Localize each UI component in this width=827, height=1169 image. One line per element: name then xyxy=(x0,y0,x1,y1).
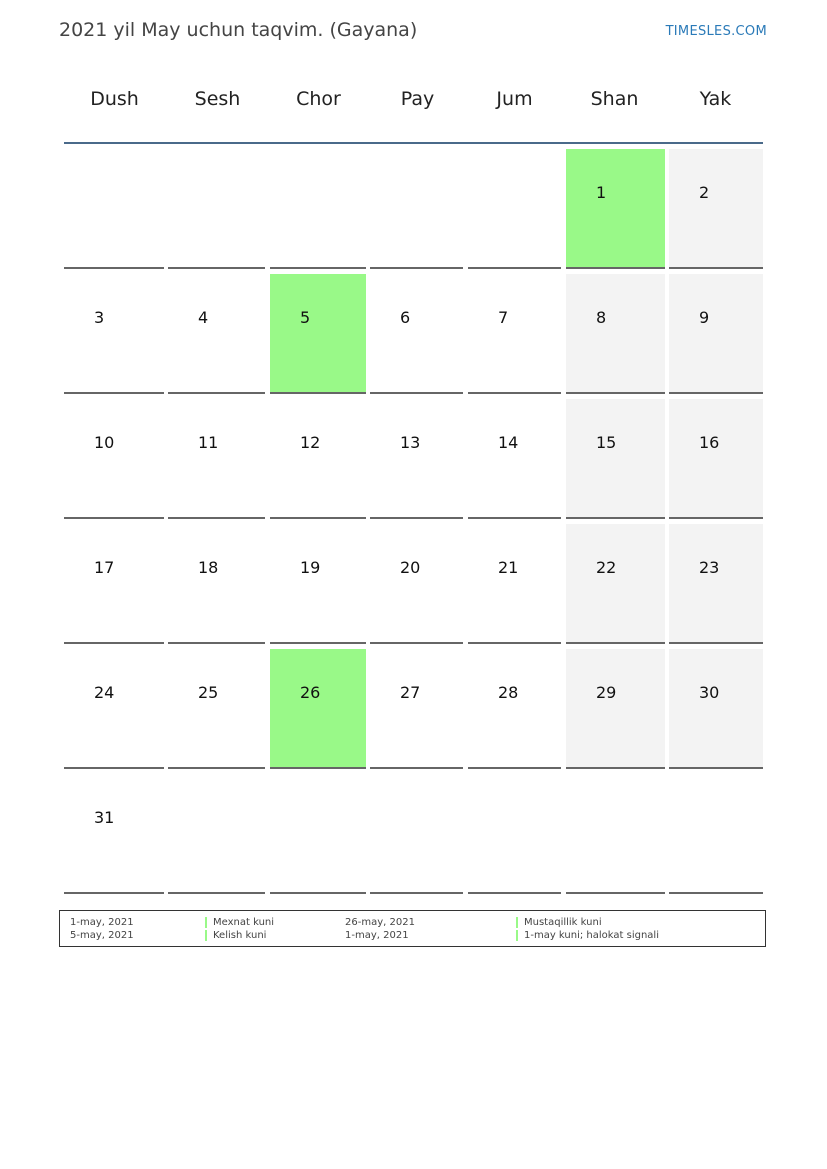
legend-holiday-name: 1-may kuni; halokat signali xyxy=(524,930,659,941)
empty-cell xyxy=(270,774,366,894)
legend-color-marker xyxy=(205,930,207,941)
day-cell xyxy=(168,524,265,644)
empty-cell xyxy=(669,774,763,894)
day-number: 22 xyxy=(596,558,617,577)
legend-holiday-name: Mexnat kuni xyxy=(213,917,275,928)
day-number: 7 xyxy=(498,308,509,327)
day-cell xyxy=(566,149,665,269)
day-number: 13 xyxy=(400,433,421,452)
weekday-tue: Sesh xyxy=(194,88,241,110)
empty-cell xyxy=(370,149,463,269)
day-number: 21 xyxy=(498,558,519,577)
day-number: 5 xyxy=(300,308,311,327)
empty-cell xyxy=(468,149,561,269)
day-number: 1 xyxy=(596,183,607,202)
day-number: 14 xyxy=(498,433,519,452)
legend-holiday-name: Kelish kuni xyxy=(213,930,267,941)
day-number: 4 xyxy=(198,308,209,327)
day-cell xyxy=(566,649,665,769)
day-cell xyxy=(168,399,265,519)
day-cell xyxy=(669,649,763,769)
day-cell xyxy=(669,149,763,269)
empty-cell xyxy=(468,774,561,894)
legend-color-marker xyxy=(516,930,518,941)
header-divider xyxy=(64,142,763,144)
legend-date: 1-may, 2021 xyxy=(345,930,409,941)
weekday-thu: Pay xyxy=(400,88,435,110)
day-number: 12 xyxy=(300,433,321,452)
day-number: 18 xyxy=(198,558,219,577)
day-cell xyxy=(468,274,561,394)
holiday-legend xyxy=(59,910,766,947)
day-number: 20 xyxy=(400,558,421,577)
day-cell xyxy=(566,274,665,394)
day-cell xyxy=(64,649,164,769)
day-cell xyxy=(270,274,366,394)
day-cell xyxy=(566,524,665,644)
empty-cell xyxy=(370,774,463,894)
weekday-sat: Shan xyxy=(590,88,639,110)
day-number: 27 xyxy=(400,683,421,702)
day-cell xyxy=(669,524,763,644)
empty-cell xyxy=(168,149,265,269)
day-cell xyxy=(370,649,463,769)
day-number: 16 xyxy=(699,433,720,452)
day-cell xyxy=(370,399,463,519)
legend-date: 5-may, 2021 xyxy=(70,930,134,941)
weekday-mon: Dush xyxy=(90,88,139,110)
legend-holiday-name: Mustaqillik kuni xyxy=(524,917,602,928)
day-number: 24 xyxy=(94,683,115,702)
day-cell xyxy=(64,774,164,894)
day-cell xyxy=(566,399,665,519)
day-number: 29 xyxy=(596,683,617,702)
day-number: 30 xyxy=(699,683,720,702)
page-title: 2021 yil May uchun taqvim. (Gayana) xyxy=(59,19,418,41)
day-cell xyxy=(64,274,164,394)
legend-row xyxy=(60,916,765,929)
weekday-wed: Chor xyxy=(296,88,341,110)
day-cell xyxy=(370,524,463,644)
day-cell xyxy=(168,649,265,769)
day-cell xyxy=(370,274,463,394)
day-number: 15 xyxy=(596,433,617,452)
day-cell xyxy=(270,649,366,769)
day-cell xyxy=(468,524,561,644)
brand-link[interactable]: TIMESLES.COM xyxy=(665,24,767,39)
day-cell xyxy=(64,524,164,644)
empty-cell xyxy=(168,774,265,894)
day-number: 10 xyxy=(94,433,115,452)
legend-color-marker xyxy=(516,917,518,928)
weekday-header xyxy=(64,88,763,120)
day-number: 9 xyxy=(699,308,710,327)
day-number: 8 xyxy=(596,308,607,327)
day-cell xyxy=(669,399,763,519)
day-number: 3 xyxy=(94,308,105,327)
legend-color-marker xyxy=(205,917,207,928)
day-cell xyxy=(468,649,561,769)
day-number: 17 xyxy=(94,558,115,577)
day-number: 25 xyxy=(198,683,219,702)
day-number: 19 xyxy=(300,558,321,577)
day-number: 26 xyxy=(300,683,321,702)
day-cell xyxy=(270,524,366,644)
day-cell xyxy=(669,274,763,394)
day-cell xyxy=(168,274,265,394)
day-number: 11 xyxy=(198,433,219,452)
day-number: 23 xyxy=(699,558,720,577)
legend-row xyxy=(60,929,765,942)
weekday-fri: Jum xyxy=(496,88,533,110)
day-cell xyxy=(270,399,366,519)
empty-cell xyxy=(566,774,665,894)
legend-date: 26-may, 2021 xyxy=(345,917,415,928)
day-number: 28 xyxy=(498,683,519,702)
day-cell xyxy=(468,399,561,519)
day-number: 31 xyxy=(94,808,115,827)
day-number: 6 xyxy=(400,308,411,327)
day-number: 2 xyxy=(699,183,710,202)
empty-cell xyxy=(270,149,366,269)
legend-date: 1-may, 2021 xyxy=(70,917,134,928)
weekday-sun: Yak xyxy=(699,88,732,110)
day-cell xyxy=(64,399,164,519)
empty-cell xyxy=(64,149,164,269)
